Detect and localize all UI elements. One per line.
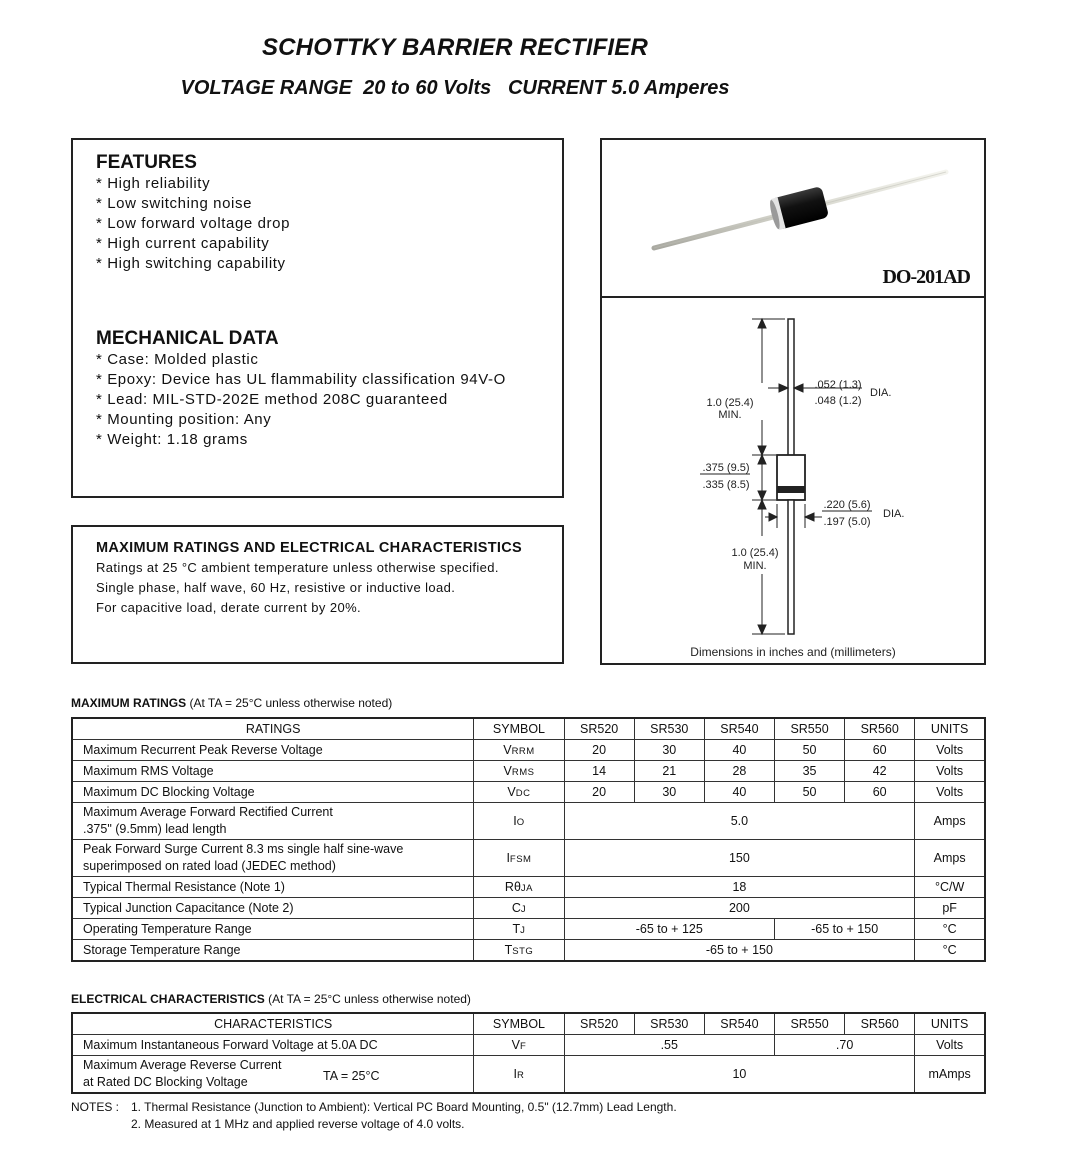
bottom-lead-min-label: MIN. xyxy=(743,560,767,572)
body-dia-min-label: .197 (5.0) xyxy=(823,516,871,528)
param-text: superimposed on rated load (JEDEC method) xyxy=(83,859,336,873)
col-header: UNITS xyxy=(915,1013,985,1035)
col-header: SR560 xyxy=(845,1013,915,1035)
elec-chars-title xyxy=(71,992,471,1006)
table-row xyxy=(72,1035,985,1056)
page-subtitle: VOLTAGE RANGE 20 to 60 Volts CURRENT 5.0 Amperes xyxy=(180,77,730,99)
ratings-intro-heading: MAXIMUM RATINGS AND ELECTRICAL CHARACTERISTICS xyxy=(96,540,522,556)
symbol-cell xyxy=(474,740,564,761)
col-header: SR560 xyxy=(845,718,915,740)
symbol-subscript: DC xyxy=(515,788,531,799)
col-header: SYMBOL xyxy=(474,718,564,740)
table-row xyxy=(72,761,985,782)
table-row xyxy=(72,1056,985,1094)
table-row xyxy=(72,740,985,761)
param-text: Maximum Average Forward Rectified Current xyxy=(83,805,333,819)
col-header: SR540 xyxy=(704,1013,774,1035)
param-text: Maximum DC Blocking Voltage xyxy=(83,785,255,799)
ratings-intro-line: Ratings at 25 °C ambient temperature unless otherwise specified. xyxy=(96,560,499,575)
table-row xyxy=(72,803,985,840)
symbol-cell xyxy=(474,1056,564,1094)
param-text: Maximum Recurrent Peak Reverse Voltage xyxy=(83,743,323,757)
dimensions-caption: Dimensions in inches and (millimeters) xyxy=(690,645,896,659)
value-cell: -65 to + 150 xyxy=(564,940,915,962)
ratings-intro-line: Single phase, half wave, 60 Hz, resistive or inductive load. xyxy=(96,580,456,595)
body-length-min-label: .335 (8.5) xyxy=(702,479,750,491)
symbol-subscript: RMS xyxy=(511,767,535,778)
value-cell: 30 xyxy=(634,782,704,803)
param-text: Typical Thermal Resistance (Note 1) xyxy=(83,880,285,894)
mechanical-item: * Mounting position: Any xyxy=(96,411,272,428)
symbol-main: T xyxy=(504,943,513,957)
unit-cell: mAmps xyxy=(915,1056,985,1094)
unit-cell: Volts xyxy=(915,782,985,803)
value-cell: 40 xyxy=(704,740,774,761)
diode-body xyxy=(777,455,805,500)
symbol-main: V xyxy=(511,1038,520,1052)
package-photo-box xyxy=(600,138,986,298)
value-cell: 40 xyxy=(704,782,774,803)
table-row xyxy=(72,898,985,919)
mechanical-heading: MECHANICAL DATA xyxy=(96,328,279,349)
table-header-row xyxy=(72,1013,985,1035)
symbol-cell xyxy=(474,940,564,962)
unit-cell: Amps xyxy=(915,803,985,840)
package-label: DO-201AD xyxy=(882,266,970,288)
symbol-subscript: R xyxy=(517,1070,525,1081)
symbol-main: V xyxy=(503,743,512,757)
param-cell xyxy=(72,803,474,840)
param-cell xyxy=(72,877,474,898)
lead-dia-max-label: .052 (1.3) xyxy=(814,379,862,391)
features-box xyxy=(71,138,564,498)
unit-cell: Volts xyxy=(915,761,985,782)
feature-item: * High switching capability xyxy=(96,255,286,272)
value-cell: 200 xyxy=(564,898,915,919)
features-list xyxy=(96,174,290,274)
table-row xyxy=(72,782,985,803)
unit-cell: Amps xyxy=(915,840,985,877)
table-row xyxy=(72,940,985,962)
value-cell: .70 xyxy=(774,1035,914,1056)
page-title: SCHOTTKY BARRIER RECTIFIER xyxy=(261,34,649,61)
symbol-main: V xyxy=(503,764,512,778)
symbol-subscript: STG xyxy=(512,946,534,957)
param-text: .375" (9.5mm) lead length xyxy=(83,822,227,836)
feature-item: * High current capability xyxy=(96,235,270,252)
col-header: SR530 xyxy=(634,718,704,740)
max-ratings-title xyxy=(71,696,392,710)
unit-cell: °C xyxy=(915,940,985,962)
unit-cell: pF xyxy=(915,898,985,919)
mechanical-item: * Weight: 1.18 grams xyxy=(96,431,248,448)
features-heading: FEATURES xyxy=(96,152,197,173)
notes xyxy=(71,1099,677,1167)
symbol-cell xyxy=(474,919,564,940)
max-ratings-table xyxy=(71,717,986,962)
param-cell xyxy=(72,919,474,940)
value-cell: -65 to + 125 xyxy=(564,919,774,940)
condition-text: TA = 25°C xyxy=(323,1069,380,1083)
col-header: RATINGS xyxy=(72,718,474,740)
max-ratings-title-note: (At TA = 25°C unless otherwise noted) xyxy=(186,696,393,710)
bottom-lead-length-label: 1.0 (25.4) xyxy=(731,547,779,559)
feature-item: * Low forward voltage drop xyxy=(96,215,291,232)
value-cell: .55 xyxy=(564,1035,774,1056)
symbol-main: Rθ xyxy=(504,880,521,894)
value-cell: 42 xyxy=(845,761,915,782)
col-header: SR520 xyxy=(564,718,634,740)
param-text: Peak Forward Surge Current 8.3 ms single half sine-wave xyxy=(83,842,404,856)
top-lead xyxy=(788,319,794,456)
top-lead-length-label: 1.0 (25.4) xyxy=(706,397,754,409)
symbol-cell xyxy=(474,1035,564,1056)
param-cell xyxy=(72,898,474,919)
param-text: Typical Junction Capacitance (Note 2) xyxy=(83,901,294,915)
table-row xyxy=(72,840,985,877)
symbol-cell xyxy=(474,840,564,877)
note-item: 2. Measured at 1 MHz and applied reverse voltage of 4.0 volts. xyxy=(131,1117,465,1131)
symbol-cell xyxy=(474,782,564,803)
value-cell: 150 xyxy=(564,840,915,877)
table-row xyxy=(72,877,985,898)
symbol-subscript: JA xyxy=(520,883,533,894)
value-cell: 35 xyxy=(774,761,844,782)
lead-dia-min-label: .048 (1.2) xyxy=(814,395,862,407)
symbol-subscript: J xyxy=(520,925,526,936)
param-cell xyxy=(72,1035,474,1056)
col-header: SR550 xyxy=(774,718,844,740)
param-text: at Rated DC Blocking Voltage xyxy=(83,1075,248,1089)
mechanical-list xyxy=(96,350,506,450)
unit-cell: Volts xyxy=(915,1035,985,1056)
col-header: UNITS xyxy=(915,718,985,740)
mechanical-item: * Case: Molded plastic xyxy=(96,351,259,368)
feature-item: * High reliability xyxy=(96,175,211,192)
symbol-subscript: RRM xyxy=(511,746,535,757)
value-cell: 50 xyxy=(774,740,844,761)
ratings-intro-line: For capacitive load, derate current by 20%. xyxy=(96,600,362,615)
ratings-intro-box xyxy=(71,525,564,664)
note-item: 1. Thermal Resistance (Junction to Ambient): Vertical PC Board Mounting, 0.5" (12.7mm) Lead Length. xyxy=(131,1100,677,1114)
dimension-drawing-box xyxy=(600,296,986,665)
value-cell: 30 xyxy=(634,740,704,761)
table-row xyxy=(72,919,985,940)
lead-dia-unit-label: DIA. xyxy=(870,387,892,399)
value-cell: 60 xyxy=(845,782,915,803)
mechanical-item: * Epoxy: Device has UL flammability classification 94V-O xyxy=(96,371,506,388)
value-cell: 50 xyxy=(774,782,844,803)
param-cell xyxy=(72,782,474,803)
value-cell: 5.0 xyxy=(564,803,915,840)
table-header-row xyxy=(72,718,985,740)
elec-chars-table xyxy=(71,1012,986,1094)
body-dia-unit-label: DIA. xyxy=(883,508,905,520)
body-dia-max-label: .220 (5.6) xyxy=(823,499,871,511)
param-text: Operating Temperature Range xyxy=(83,922,252,936)
top-lead-min-label: MIN. xyxy=(718,409,742,421)
param-cell xyxy=(72,940,474,962)
value-cell: 28 xyxy=(704,761,774,782)
symbol-main: T xyxy=(512,922,521,936)
symbol-main: I xyxy=(513,1067,518,1081)
value-cell: 10 xyxy=(564,1056,915,1094)
elec-chars-title-note: (At TA = 25°C unless otherwise noted) xyxy=(264,992,471,1006)
symbol-main: I xyxy=(506,851,510,865)
col-header: SR520 xyxy=(564,1013,634,1035)
value-cell: 20 xyxy=(564,740,634,761)
col-header: SYMBOL xyxy=(474,1013,564,1035)
value-cell: 60 xyxy=(845,740,915,761)
col-header: SR530 xyxy=(634,1013,704,1035)
symbol-subscript: F xyxy=(519,1041,527,1052)
elec-chars-title-bold: ELECTRICAL CHARACTERISTICS xyxy=(71,992,265,1006)
symbol-main: V xyxy=(507,785,516,799)
symbol-subscript: O xyxy=(516,817,525,828)
unit-cell: °C xyxy=(915,919,985,940)
mechanical-item: * Lead: MIL-STD-202E method 208C guaranteed xyxy=(96,391,448,408)
value-cell: 14 xyxy=(564,761,634,782)
notes-label: NOTES : xyxy=(71,1100,120,1114)
dimension-drawing xyxy=(602,298,984,663)
symbol-cell xyxy=(474,898,564,919)
param-cell xyxy=(72,840,474,877)
col-header: SR540 xyxy=(704,718,774,740)
param-text: Storage Temperature Range xyxy=(83,943,241,957)
max-ratings-title-bold: MAXIMUM RATINGS xyxy=(71,696,187,710)
value-cell: 21 xyxy=(634,761,704,782)
col-header: SR550 xyxy=(774,1013,844,1035)
bottom-lead xyxy=(788,500,794,634)
symbol-cell xyxy=(474,877,564,898)
param-text: Maximum Average Reverse Current xyxy=(83,1058,282,1072)
symbol-cell xyxy=(474,803,564,840)
param-cell xyxy=(72,761,474,782)
param-text: Maximum RMS Voltage xyxy=(83,764,214,778)
unit-cell: °C/W xyxy=(915,877,985,898)
feature-item: * Low switching noise xyxy=(96,195,253,212)
unit-cell: Volts xyxy=(915,740,985,761)
symbol-main: I xyxy=(513,814,517,828)
param-cell xyxy=(72,740,474,761)
value-cell: 18 xyxy=(564,877,915,898)
cathode-band xyxy=(777,486,805,493)
value-cell: 20 xyxy=(564,782,634,803)
col-header: CHARACTERISTICS xyxy=(72,1013,474,1035)
param-cell xyxy=(72,1056,474,1094)
symbol-subscript: FSM xyxy=(509,854,532,865)
symbol-subscript: J xyxy=(520,904,527,915)
body-length-max-label: .375 (9.5) xyxy=(702,462,750,474)
symbol-main: C xyxy=(511,901,521,915)
param-text: Maximum Instantaneous Forward Voltage at 5.0A DC xyxy=(83,1038,378,1052)
value-cell: -65 to + 150 xyxy=(774,919,914,940)
symbol-cell xyxy=(474,761,564,782)
